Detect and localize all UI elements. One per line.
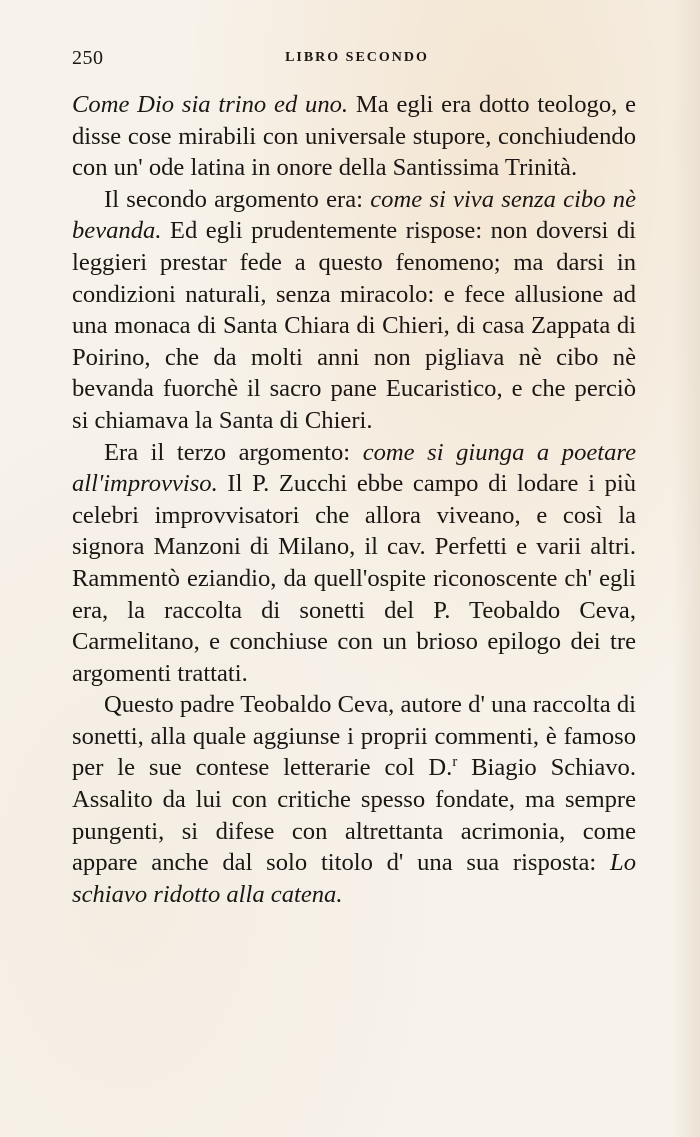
- page-body: [72, 89, 636, 910]
- paragraph-2-italic: come si viva senza cibo nè bevanda.: [72, 185, 636, 245]
- page-header: [72, 47, 642, 75]
- paragraph-4-superscript: r: [452, 754, 458, 771]
- paragraph-1-text: Ma egli era dotto teologo, e disse cose mirabili con universale stupore, conchiudendo con un' ode latina in onore della Santissima Trinità.: [72, 91, 637, 182]
- paragraph-3-text-before: Era il terzo argomento:: [104, 438, 363, 466]
- page-edge-shadow: [672, 0, 700, 1137]
- paragraph-4-italic: Lo schiavo ridotto alla catena.: [72, 849, 636, 908]
- paragraph-4-text-before: Questo padre Teobaldo Ceva, autore d' una raccolta di sonetti, alla quale aggiunse i proprii commenti, è famoso per le sue contese letterarie col D.: [72, 691, 636, 782]
- page-number: 250: [72, 47, 104, 69]
- paragraph-3-text-after: Il P. Zucchi ebbe campo di lodare i più celebri improvvisatori che allora viveano, e così la signora Manzoni di Milano, il cav. Perfetti e varii altri. Rammentò eziandio, da quell'ospite riconoscente ch' egli era, la raccolta di sonetti del P. Teobaldo Ceva, Carmelitano, e conchiuse con un brioso epilogo dei tre argomenti trattati.: [72, 470, 636, 687]
- paragraph-4: [72, 689, 636, 910]
- paragraph-3-italic: come si giunga a poetare all'improvviso.: [72, 438, 636, 498]
- paragraph-1-italic: Come Dio sia trino ed uno.: [72, 91, 349, 118]
- paragraph-2: [72, 184, 636, 437]
- paragraph-1: [72, 89, 636, 184]
- paragraph-3: [72, 437, 636, 690]
- paragraph-2-text-before: Il secondo argomento era:: [104, 185, 371, 213]
- paragraph-2-text-after: Ed egli prudentemente rispose: non doversi di leggieri prestar fede a questo fenomeno; ma darsi in condizioni naturali, senza miracolo: e fece allusione ad una monaca di Santa Chiara di Chieri, di casa Zappata di Poirino, che da molti anni non pigliava nè cibo nè bevanda fuorchè il sacro pane Eucaristico, e che perciò si chiamava la Santa di Chieri.: [72, 217, 636, 434]
- paragraph-4-text-mid: Biagio Schiavo. Assalito da lui con critiche spesso fondate, ma sempre pungenti, si difese con altrettanta acrimonia, come appare anche dal solo titolo d' una sua risposta:: [72, 754, 637, 877]
- running-head: LIBRO SECONDO: [285, 50, 429, 65]
